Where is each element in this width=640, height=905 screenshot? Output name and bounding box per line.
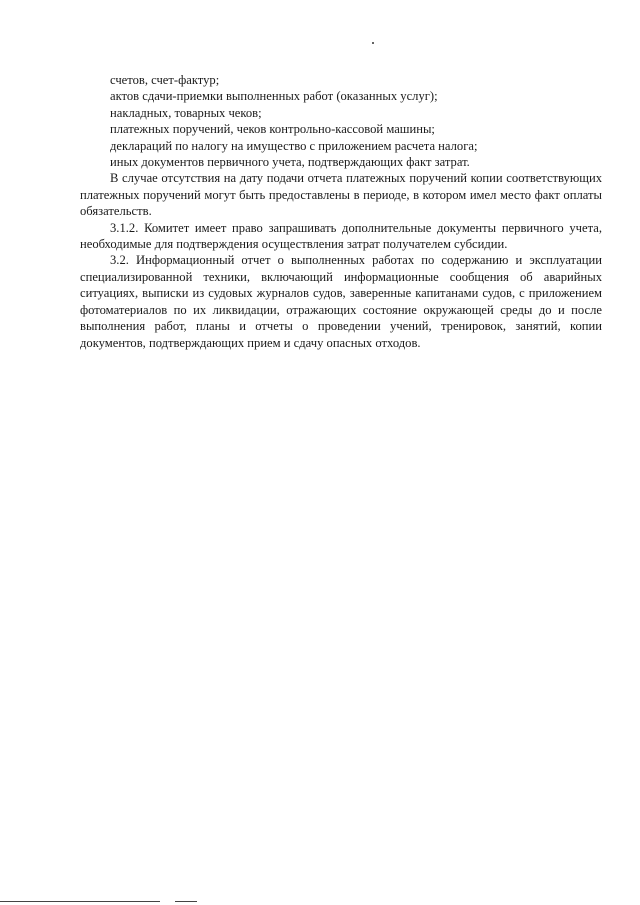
footer-rule — [0, 901, 160, 902]
document-body — [80, 72, 602, 351]
list-item: деклараций по налогу на имущество с приложением расчета налога; — [110, 138, 478, 153]
list-item: счетов, счет-фактур; — [110, 73, 220, 87]
footer-rule-fragment — [175, 901, 197, 902]
paragraph-3-1-2: 3.1.2. Комитет имеет право запрашивать дополнительные документы первичного учета, необходимые для подтверждения осуществления затрат получателем субсидии. — [80, 220, 602, 252]
list-item: накладных, товарных чеков; — [110, 105, 262, 120]
list-item: актов сдачи-приемки выполненных работ (оказанных услуг); — [110, 89, 438, 104]
scan-speck — [372, 42, 374, 44]
paragraph-3-2: 3.2. Информационный отчет о выполненных работах по содержанию и эксплуатации специализированной техники, включающий информационные сообщения об аварийных ситуациях, выписки из судовых журналов судов, заверенные капитанами судов, с приложением фотоматериалов по их ликвидации, отражающих состояние окружающей среды до и после выполнения работ, планы и отчеты о проведении учений, тренировок, занятий, копии документов, подтверждающих прием и сдачу опасных отходов. — [80, 253, 602, 350]
list-item: иных документов первичного учета, подтверждающих факт затрат. — [110, 155, 470, 170]
list-item: платежных поручений, чеков контрольно-кассовой машины; — [110, 122, 435, 137]
paragraph-payment-orders: В случае отсутствия на дату подачи отчета платежных поручений копии соответствующих платежных поручений могут быть предоставлены в периоде, в котором имел место факт оплаты обязательств. — [80, 171, 602, 219]
